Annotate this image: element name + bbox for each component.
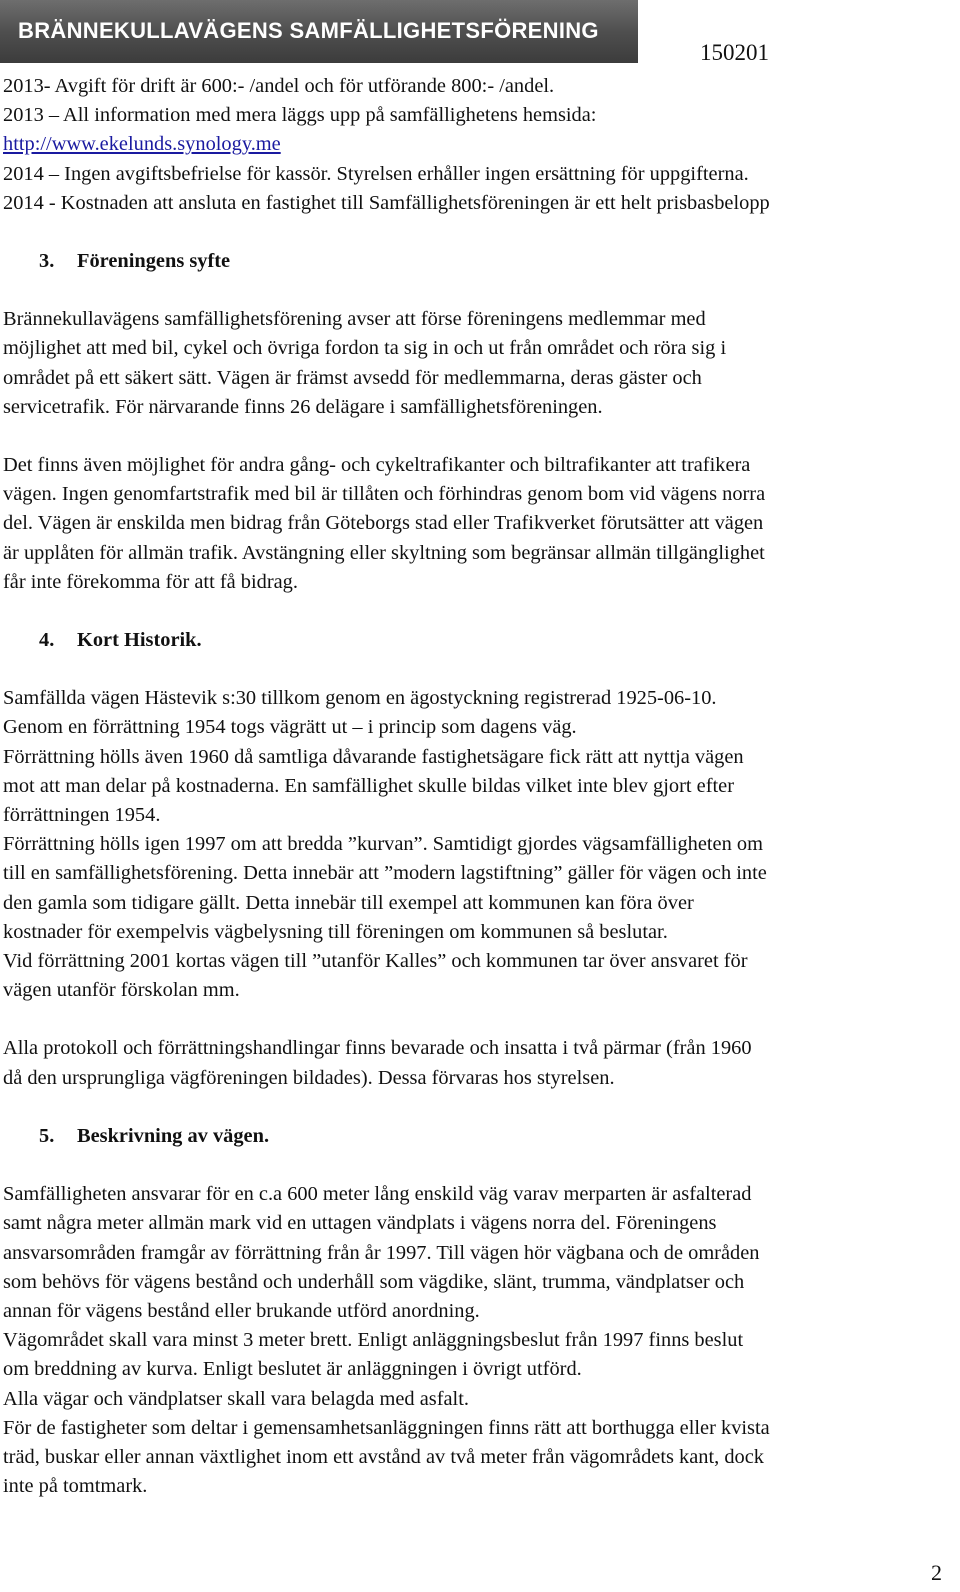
intro-line: 2014 - Kostnaden att ansluta en fastighet till Samfällighetsföreningen är ett helt prisbasbelopp bbox=[3, 191, 770, 214]
section-title: Beskrivning av vägen. bbox=[77, 1124, 270, 1147]
text-line: Brännekullavägens samfällighetsförening avser att förse föreningens medlemmar med bbox=[3, 308, 706, 331]
text-line: förrättningen 1954. bbox=[3, 804, 161, 827]
page-number: 2 bbox=[931, 1560, 942, 1585]
text-line: Genom en förrättning 1954 togs vägrätt ut – i princip som dagens väg. bbox=[3, 716, 577, 739]
section-title: Föreningens syfte bbox=[77, 250, 231, 273]
text-line: som behövs för vägens bestånd och underhåll som vägdike, slänt, trumma, vändplatser och bbox=[3, 1270, 745, 1293]
text-line: annan för vägens bestånd eller brukande utförd anordning. bbox=[3, 1299, 480, 1322]
section-number: 4. bbox=[39, 629, 55, 652]
text-line: Vid förrättning 2001 kortas vägen till ”utanför Kalles” och kommunen tar över ansvaret för bbox=[3, 950, 748, 973]
text-line: den gamla som tidigare gällt. Detta innebär till exempel att kommunen kan föra över bbox=[3, 891, 694, 914]
banner-title: BRÄNNEKULLAVÄGENS SAMFÄLLIGHETSFÖRENING bbox=[18, 18, 599, 43]
intro-line: 2013- Avgift för drift är 600:- /andel och för utförande 800:- /andel. bbox=[3, 75, 555, 97]
text-line: Förrättning hölls igen 1997 om att bredda ”kurvan”. Samtidigt gjordes vägsamfälligheten om bbox=[3, 833, 763, 856]
text-line: mot att man delar på kostnaderna. En samfällighet skulle bildas vilket inte blev gjort efter bbox=[3, 774, 735, 797]
section-3-heading bbox=[3, 247, 955, 276]
text-line: möjlighet att med bil, cykel och övriga fordon ta sig in och ut från området och röra sig i bbox=[3, 337, 727, 360]
text-line: får inte förekomma för att få bidrag. bbox=[3, 570, 298, 593]
document-body bbox=[3, 72, 955, 1501]
section-number: 5. bbox=[39, 1124, 55, 1147]
text-line: samt några meter allmän mark vid en uttagen vändplats i vägens norra del. Föreningens bbox=[3, 1212, 717, 1235]
text-line: om breddning av kurva. Enligt beslutet är anläggningen i övrigt utförd. bbox=[3, 1358, 582, 1381]
text-line: Alla protokoll och förrättningshandlingar finns bevarade och insatta i två pärmar (från 1960 bbox=[3, 1037, 752, 1060]
intro-block bbox=[3, 72, 955, 218]
text-line: till en samfällighetsförening. Detta innebär att ”modern lagstiftning” gäller för vägen och inte bbox=[3, 862, 767, 885]
section-4-paragraph-2 bbox=[3, 1034, 955, 1092]
website-link[interactable]: http://www.ekelunds.synology.me bbox=[3, 133, 281, 156]
text-line: Förrättning hölls även 1960 då samtliga dåvarande fastighetsägare fick rätt att nyttja vägen bbox=[3, 745, 744, 768]
document-number: 150201 bbox=[700, 40, 769, 65]
text-line: Alla vägar och vändplatser skall vara belagda med asfalt. bbox=[3, 1387, 469, 1410]
section-5-paragraph-1 bbox=[3, 1180, 955, 1501]
text-line: inte på tomtmark. bbox=[3, 1475, 148, 1498]
text-line: vägen. Ingen genomfartstrafik med bil är tillåten och förhindras genom bom vid vägens norra bbox=[3, 483, 766, 506]
text-line: ansvarsområden framgår av förrättning från år 1997. Till vägen hör vägbana och de områden bbox=[3, 1241, 760, 1264]
text-line: servicetrafik. För närvarande finns 26 delägare i samfällighetsföreningen. bbox=[3, 395, 603, 418]
header-banner bbox=[0, 0, 638, 63]
section-title: Kort Historik. bbox=[77, 629, 202, 652]
section-3-paragraph-1 bbox=[3, 305, 955, 422]
section-number: 3. bbox=[39, 250, 55, 273]
section-4-paragraph-1 bbox=[3, 684, 955, 1005]
text-line: vägen utanför förskolan mm. bbox=[3, 979, 240, 1002]
text-line: Vägområdet skall vara minst 3 meter brett. Enligt anläggningsbeslut från 1997 finns beslut bbox=[3, 1329, 744, 1352]
section-4-heading bbox=[3, 626, 955, 655]
text-line: kostnader för exempelvis vägbelysning till föreningen om kommunen så beslutar. bbox=[3, 920, 668, 943]
text-line: området på ett säkert sätt. Vägen är främst avsedd för medlemmarna, deras gäster och bbox=[3, 366, 702, 389]
text-line: träd, buskar eller annan växtlighet inom ett avstånd av två meter från vägområdets kant, dock bbox=[3, 1445, 764, 1468]
text-line: del. Vägen är enskilda men bidrag från Göteborgs stad eller Trafikverket förutsätter att vägen bbox=[3, 512, 764, 535]
text-line: För de fastigheter som deltar i gemensamhetsanläggningen finns rätt att borthugga eller kvista bbox=[3, 1416, 770, 1439]
intro-line: 2014 – Ingen avgiftsbefrielse för kassör. Styrelsen erhåller ingen ersättning för uppgifterna. bbox=[3, 162, 749, 185]
intro-line: 2013 – All information med mera läggs upp på samfällighetens hemsida: bbox=[3, 104, 597, 127]
text-line: är upplåten för allmän trafik. Avstängning eller skyltning som begränsar allmän tillgänglighet bbox=[3, 541, 765, 564]
text-line: då den ursprungliga vägföreningen bildades). Dessa förvaras hos styrelsen. bbox=[3, 1066, 615, 1089]
text-line: Samfälligheten ansvarar för en c.a 600 meter lång enskild väg varav merparten är asfalterad bbox=[3, 1183, 752, 1206]
text-line: Samfällda vägen Hästevik s:30 tillkom genom en ägostyckning registrerad 1925-06-10. bbox=[3, 687, 717, 710]
section-3-paragraph-2 bbox=[3, 451, 955, 597]
section-5-heading bbox=[3, 1122, 955, 1151]
text-line: Det finns även möjlighet för andra gång- och cykeltrafikanter och biltrafikanter att trafikera bbox=[3, 454, 751, 477]
